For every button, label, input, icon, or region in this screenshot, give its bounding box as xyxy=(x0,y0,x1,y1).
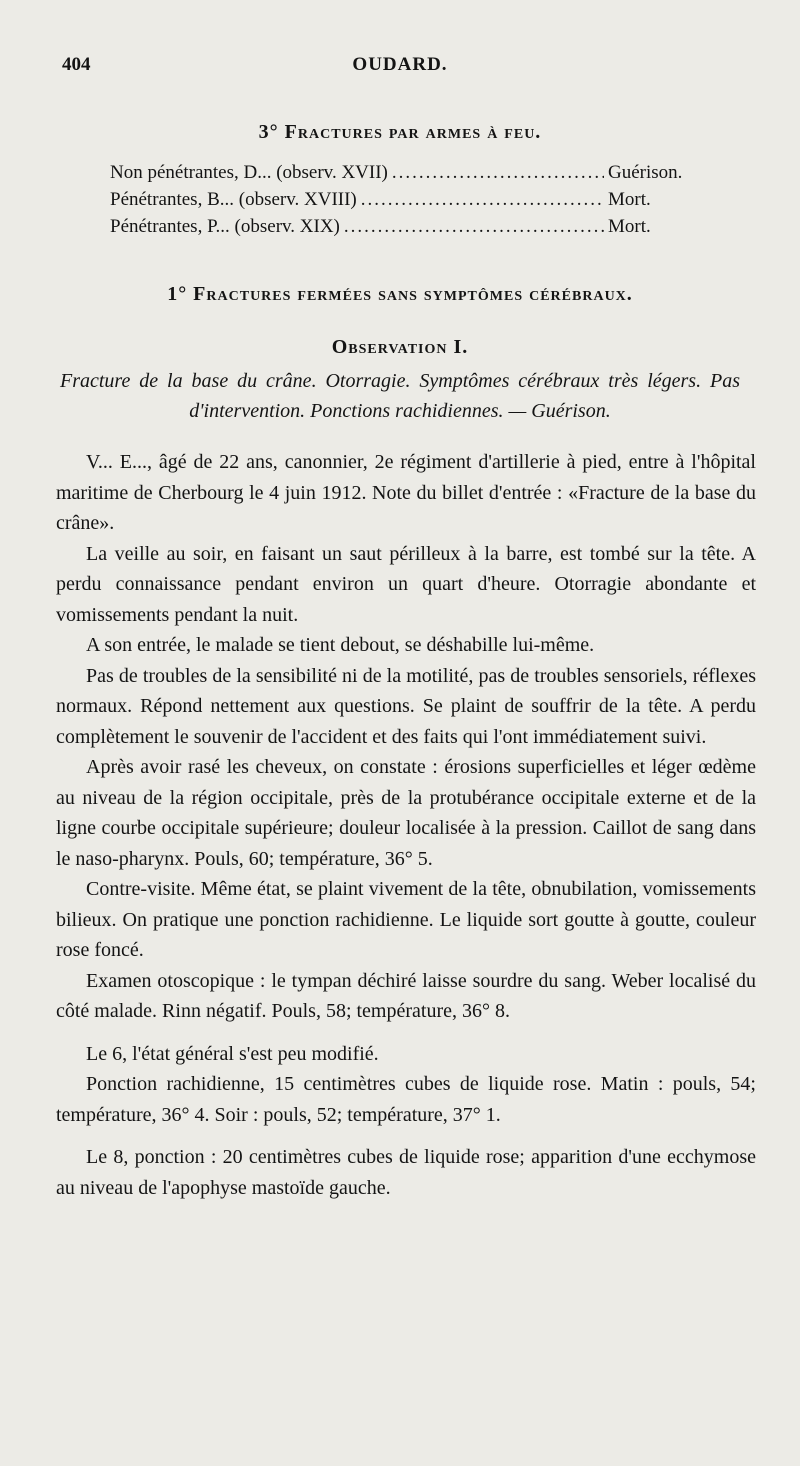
paragraph: Ponction rachidienne, 15 centimètres cubes de liquide rose. Matin : pouls, 54; température, 36° 4. Soir : pouls, 52; température, 37° 1. xyxy=(56,1073,756,1126)
section-title-gunshot-fractures: 3° Fractures par armes à feu. xyxy=(258,121,542,143)
observation-title: Observation I. xyxy=(331,336,469,358)
outcome-row xyxy=(110,162,690,189)
dot-leader xyxy=(392,162,604,184)
outcome-label: Non pénétrantes, D... (observ. XVII) xyxy=(110,162,388,183)
observation-body xyxy=(56,447,756,1203)
outcomes-list xyxy=(110,162,690,243)
paragraph: Le 8, ponction : 20 centimètres cubes de liquide rose; apparition d'une ecchymose au niveau de l'apophyse mastoïde gauche. xyxy=(56,1146,756,1199)
outcome-label: Pénétrantes, B... (observ. XVIII) xyxy=(110,189,357,210)
paragraph: Contre-visite. Même état, se plaint vivement de la tête, obnubilation, vomissements bilieux. On pratique une ponction rachidienne. Le liquide sort goutte à goutte, couleur rose foncé. xyxy=(56,878,756,961)
outcome-result: Mort. xyxy=(608,216,651,237)
paragraph: V... E..., âgé de 22 ans, canonnier, 2e régiment d'artillerie à pied, entre à l'hôpital maritime de Cherbourg le 4 juin 1912. Note du billet d'entrée : «Fracture de la base du crâne». xyxy=(56,451,756,534)
outcome-result: Guérison. xyxy=(608,162,683,183)
paragraph: Examen otoscopique : le tympan déchiré laisse sourdre du sang. Weber localisé du côté malade. Rinn négatif. Pouls, 58; température, 36° 8. xyxy=(56,969,756,1022)
page-header xyxy=(62,54,738,84)
paragraph: La veille au soir, en faisant un saut périlleux à la barre, est tombé sur la tête. A perdu connaissance pendant environ un quart d'heure. Otorragie abondante et vomissements pendant la nuit. xyxy=(56,542,756,626)
paragraph: Après avoir rasé les cheveux, on constate : érosions superficielles et léger œdème au niveau de la région occipitale, près de la protubérance occipitale externe et de la ligne courbe occipitale supérieure; douleur localisée à la pression. Caillot de sang dans le naso-pharynx. Pouls, 60; température, 36° 5. xyxy=(56,756,756,870)
outcome-label: Pénétrantes, P... (observ. XIX) xyxy=(110,216,340,237)
dot-leader xyxy=(361,189,604,211)
outcome-result: Mort. xyxy=(608,189,651,210)
observation-subtitle: Fracture de la base du crâne. Otorragie. Symptômes cérébraux très légers. Pas d'intervention. Ponctions rachidiennes. — Guérison. xyxy=(60,370,740,422)
dot-leader xyxy=(344,216,604,238)
paragraph: Le 6, l'état général s'est peu modifié. xyxy=(86,1042,379,1065)
page-number: 404 xyxy=(62,54,91,75)
section-title-closed-fractures: 1° Fractures fermées sans symptômes cérébraux. xyxy=(167,283,633,305)
paragraph: A son entrée, le malade se tient debout, se déshabille lui-même. xyxy=(86,634,595,656)
paragraph: Pas de troubles de la sensibilité ni de la motilité, pas de troubles sensoriels, réflexes normaux. Répond nettement aux questions. Se plaint de souffrir de la tête. A perdu complètement le souvenir de l'accident et des faits qui l'ont immédiatement suivi. xyxy=(56,664,756,748)
running-title: OUDARD. xyxy=(352,54,448,75)
outcome-row xyxy=(110,216,690,243)
outcome-row xyxy=(110,189,690,216)
